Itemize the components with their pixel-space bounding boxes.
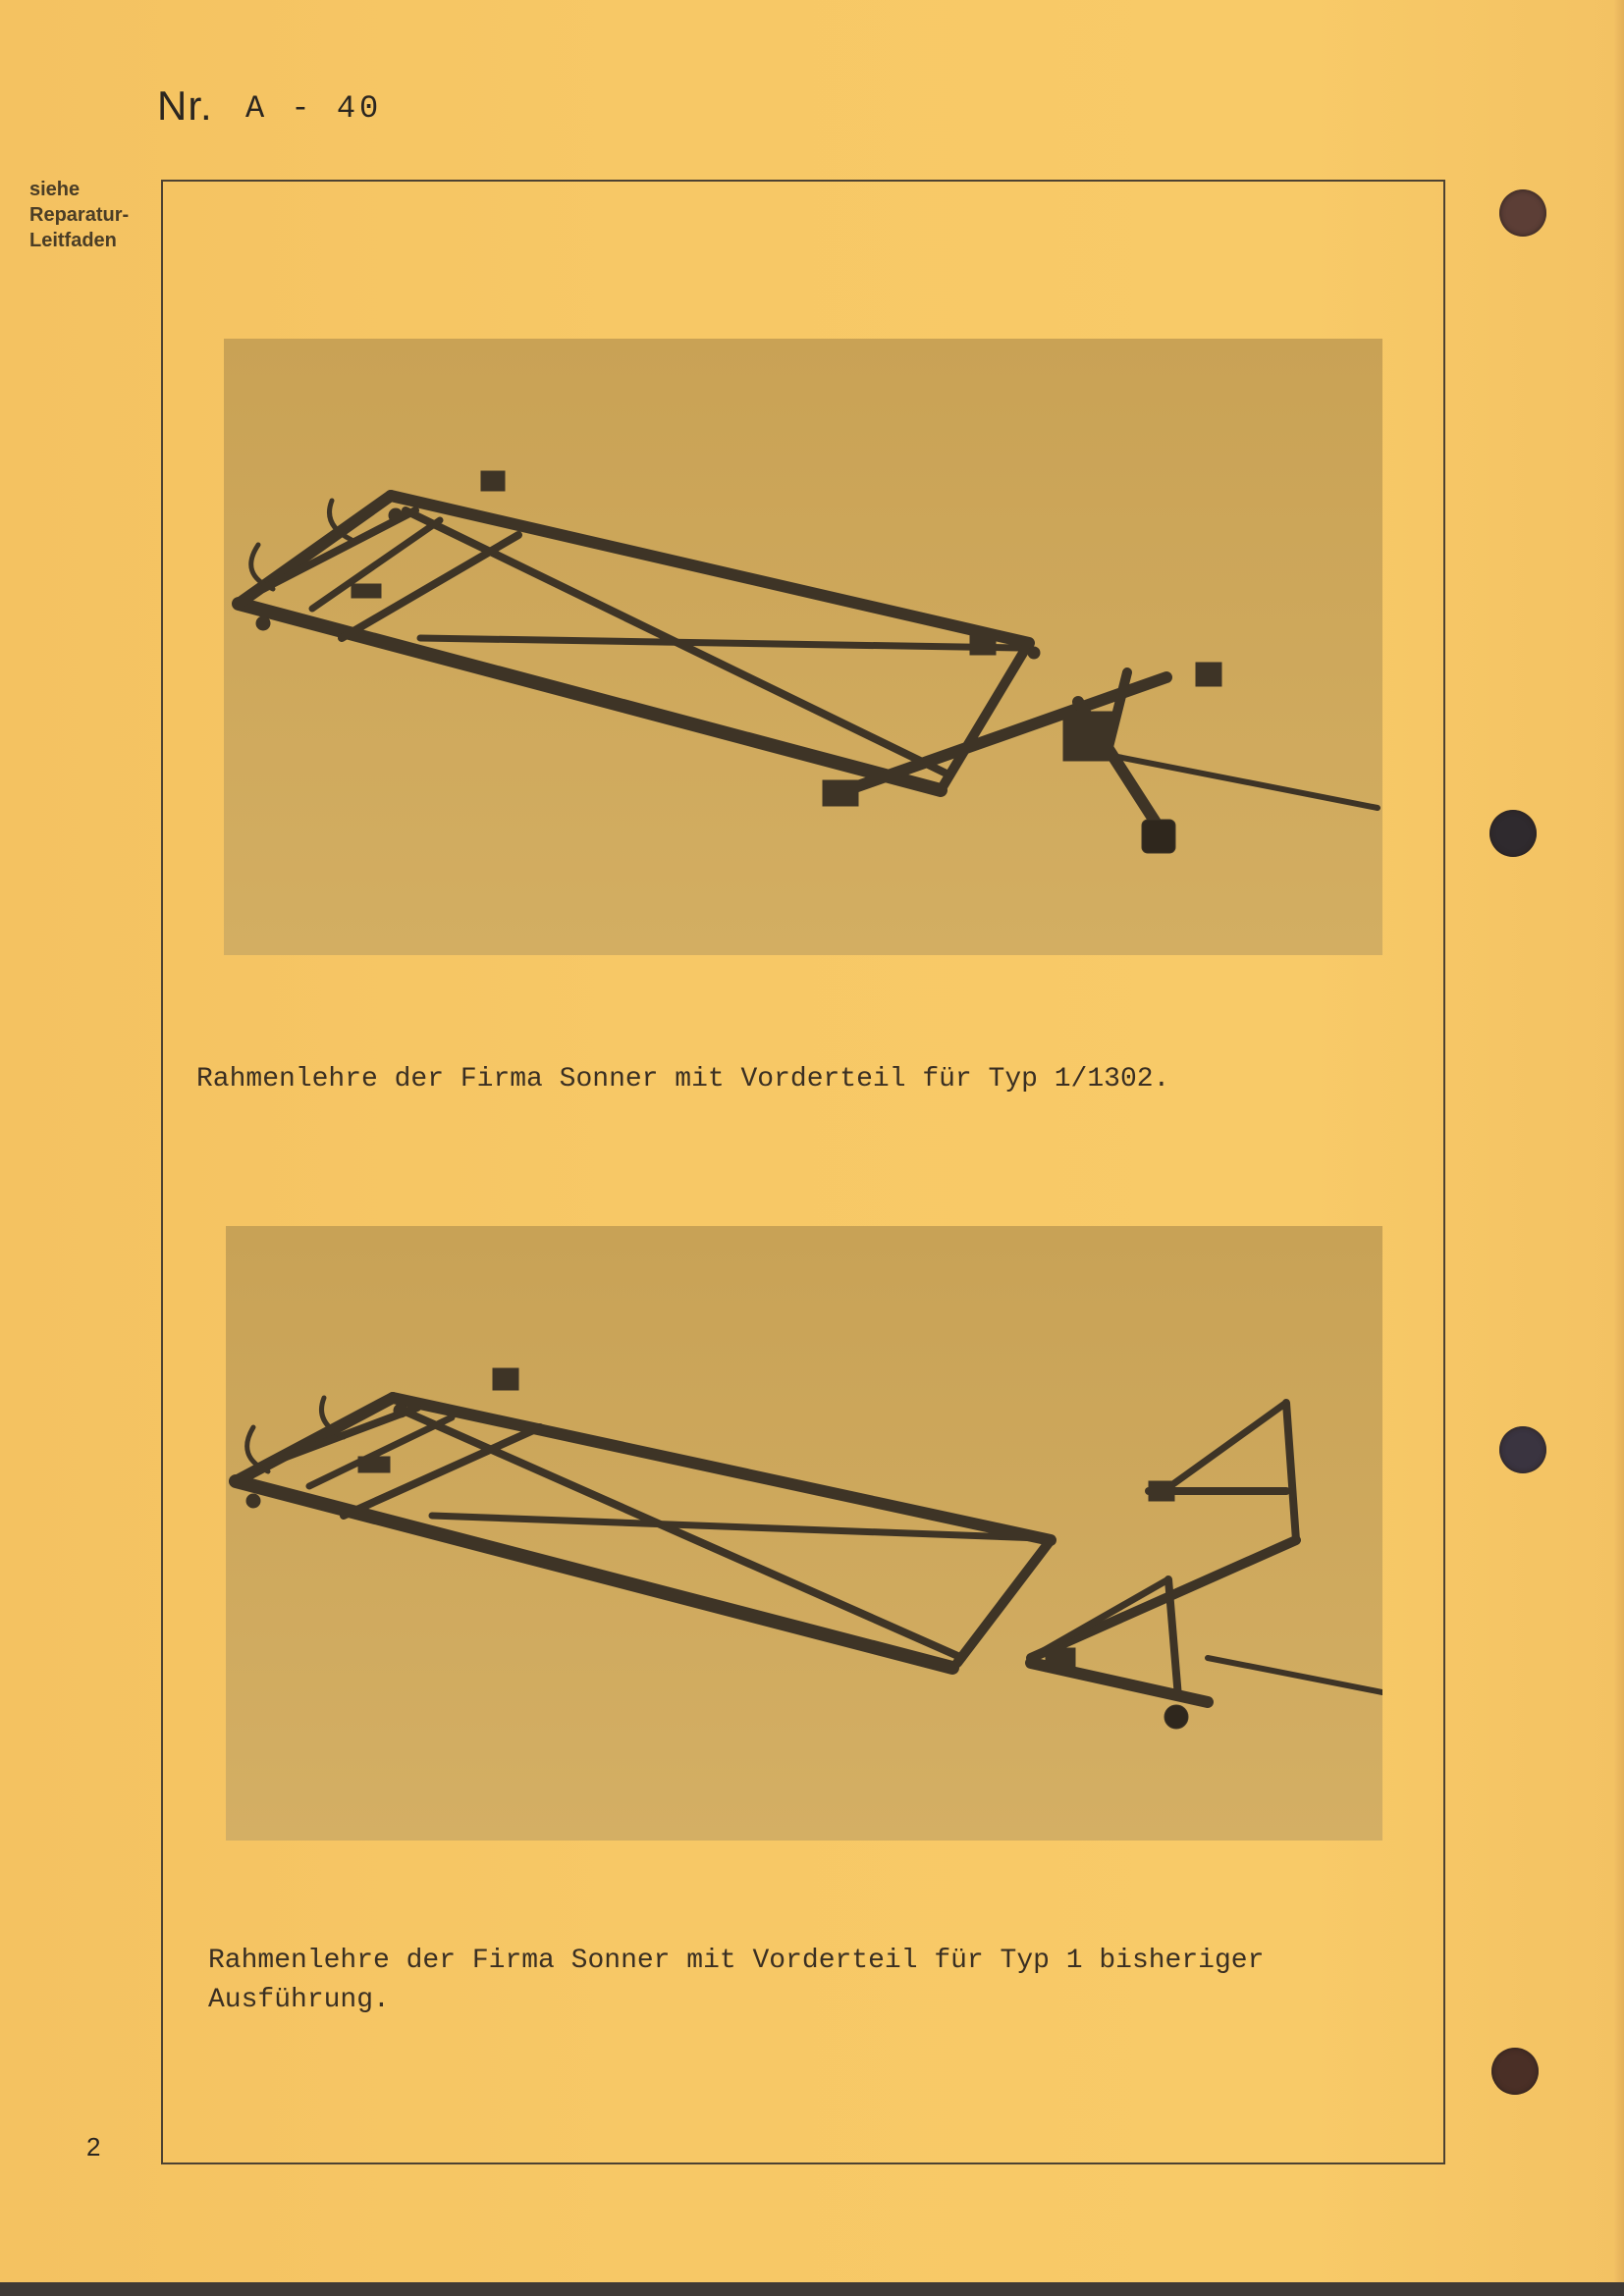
punch-hole [1489, 810, 1537, 857]
page-number: 2 [86, 2132, 101, 2162]
header-number: A - 40 [245, 90, 383, 127]
header-nr-label: Nr. [157, 82, 213, 129]
scan-bottom-edge [0, 2282, 1624, 2296]
side-note [29, 177, 167, 253]
figure-2-caption [208, 1942, 1264, 2020]
figure-2-caption-line-1: Rahmenlehre der Firma Sonner mit Vorderteil für Typ 1 bisheriger [208, 1946, 1265, 1976]
figure-2-caption-line-2: Ausführung. [208, 1985, 390, 2015]
page-edge [1614, 0, 1624, 2296]
punch-hole [1499, 1426, 1546, 1473]
photo-frame-jig-type-1-older [226, 1226, 1382, 1841]
punch-hole [1499, 189, 1546, 237]
punch-hole [1491, 2048, 1539, 2095]
figure-1-caption: Rahmenlehre der Firma Sonner mit Vorderteil für Typ 1/1302. [196, 1064, 1170, 1095]
side-note-line-3: Leitfaden [29, 230, 117, 251]
side-note-line-1: siehe [29, 179, 81, 200]
photo-1-illustration [224, 339, 1382, 955]
photo-frame-jig-type-1302 [224, 339, 1382, 955]
photo-2-illustration [226, 1226, 1382, 1841]
side-note-line-2: Reparatur- [29, 204, 130, 226]
